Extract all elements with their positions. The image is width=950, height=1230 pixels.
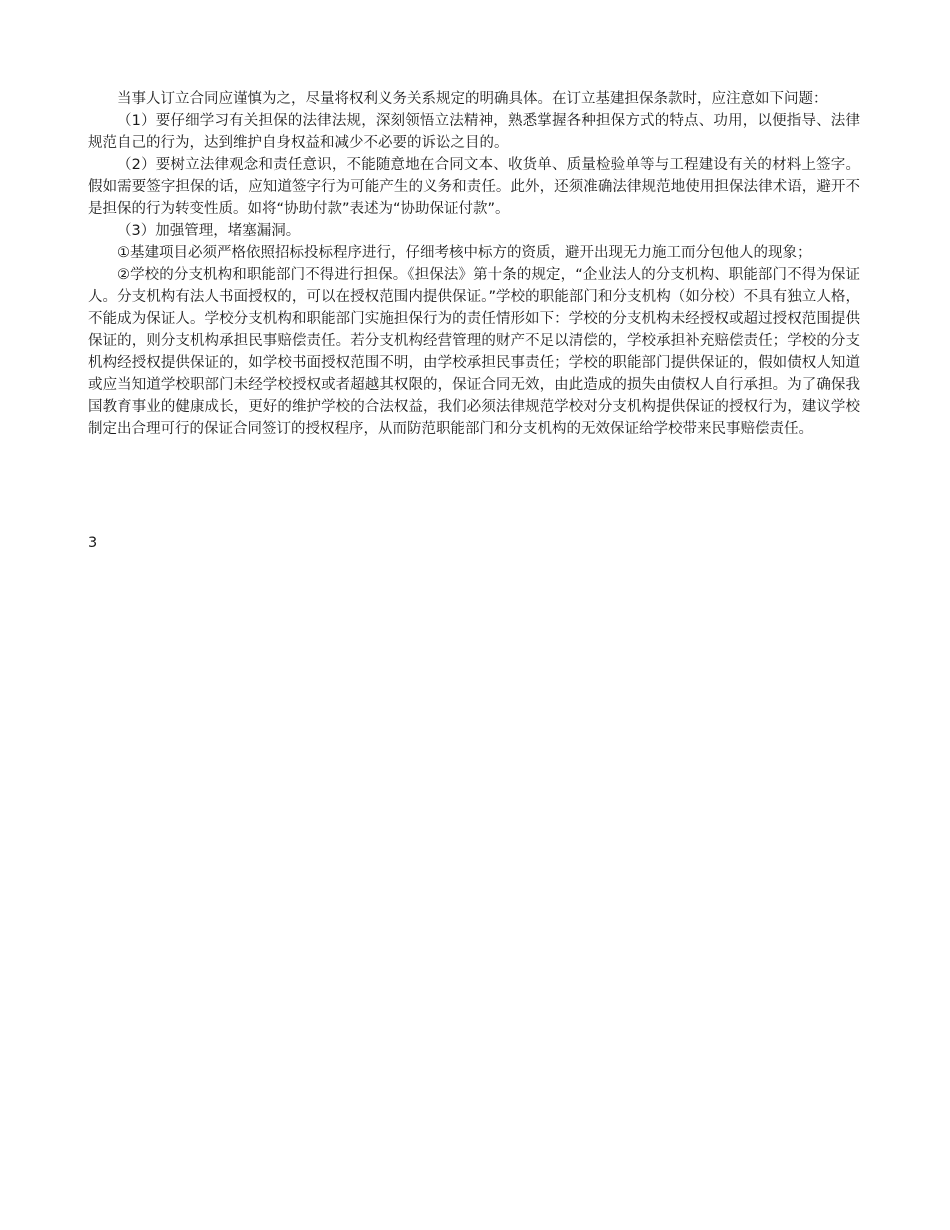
document-body [88,88,860,440]
paragraph-item-1: （1）要仔细学习有关担保的法律法规，深刻领悟立法精神，熟悉掌握各种担保方式的特点、功用，以便指导、法律规范自己的行为，达到维护自身权益和减少不必要的诉讼之目的。 [88,113,860,151]
paragraph-item-2: （2）要树立法律观念和责任意识，不能随意地在合同文本、收货单、质量检验单等与工程建设有关的材料上签字。假如需要签字担保的话，应知道签字行为可能产生的义务和责任。此外，还须准确法律规范地使用担保法律术语，避开不是担保的行为转变性质。如将“协助付款”表述为“协助保证付款”。 [88,157,860,217]
page-number: 3 [88,535,98,551]
paragraph-subitem-1: ①基建项目必须严格依照招标投标程序进行，仔细考核中标方的资质，避开出现无力施工而分包他人的现象； [117,245,812,261]
paragraph-subitem-2: ②学校的分支机构和职能部门不得进行担保。《担保法》第十条的规定，“企业法人的分支机构、职能部门不得为保证人。分支机构有法人书面授权的，可以在授权范围内提供保证。”学校的职能部门和分支机构（如分校）不具有独立人格，不能成为保证人。学校分支机构和职能部门实施担保行为的责任情形如下：学校的分支机构未经授权或超过授权范围提供保证的，则分支机构承担民事赔偿责任。若分支机构经营管理的财产不足以清偿的，学校承担补充赔偿责任；学校的分支机构经授权提供保证的，如学校书面授权范围不明，由学校承担民事责任；学校的职能部门提供保证的，假如债权人知道或应当知道学校职部门未经学校授权或者超越其权限的，保证合同无效，由此造成的损失由债权人自行承担。为了确保我国教育事业的健康成长，更好的维护学校的合法权益，我们必须法律规范学校对分支机构提供保证的授权行为，建议学校制定出合理可行的保证合同签订的授权程序，从而防范职能部门和分支机构的无效保证给学校带来民事赔偿责任。 [88,267,860,437]
paragraph-intro: 当事人订立合同应谨慎为之，尽量将权利义务关系规定的明确具体。在订立基建担保条款时，应注意如下问题： [117,91,828,107]
paragraph-item-3: （3）加强管理，堵塞漏洞。 [117,223,301,239]
